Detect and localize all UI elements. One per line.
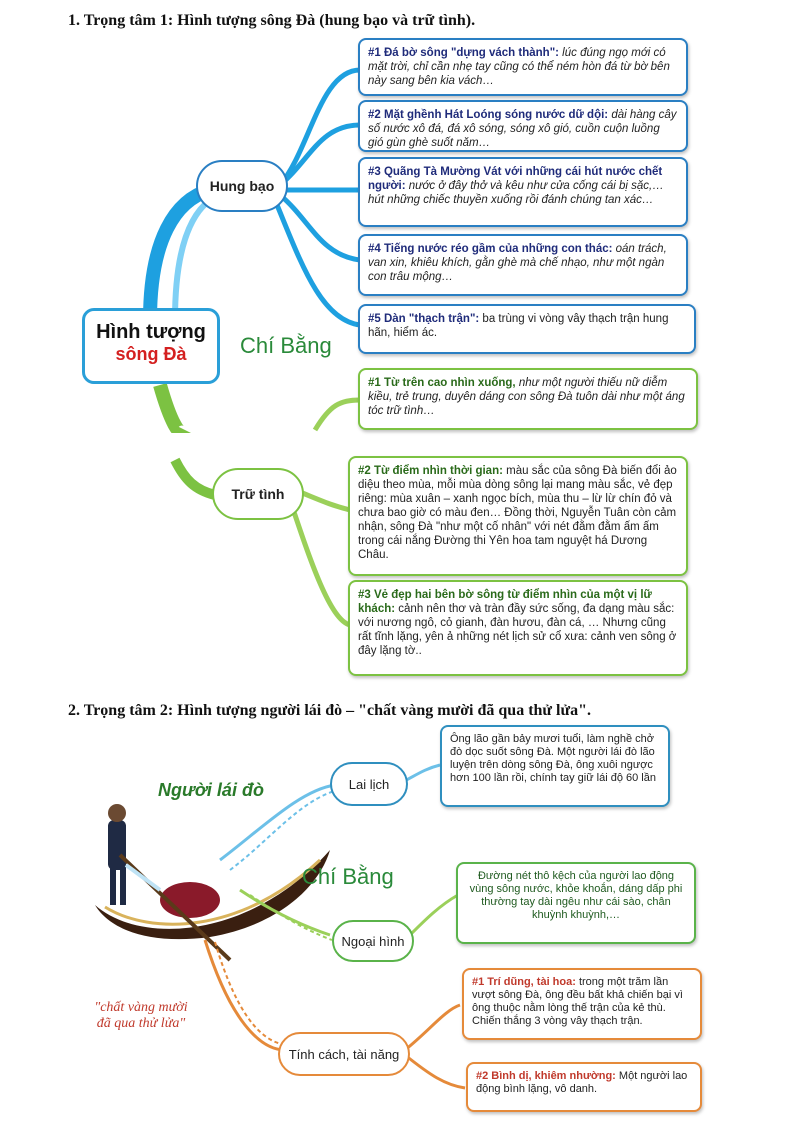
item-title: #3 Vẻ đẹp hai bên bờ sông từ điểm nhìn của một vị lữ khách: <box>358 589 652 615</box>
hung-bao-label: Hung bạo <box>209 178 275 194</box>
tru-tinh-item-1 <box>358 368 698 430</box>
item-text: trong một trăm lần vượt sông Đà, ông đều bất khả chiến bại vì ông thuộc nằm lòng thế trận của kẻ thù. Chiến thắng 3 vòng vây thạch trận. <box>472 976 683 1027</box>
item-text: lúc đúng ngọ mới có mặt trời, chỉ cần nhẹ tay cũng có thể ném hòn đá từ bờ bên này sang bên kia vách… <box>368 47 670 87</box>
item-title: #1 Đá bờ sông "dựng vách thành": <box>368 47 559 59</box>
item-text: như một người thiếu nữ diễm kiều, trẻ trung, duyên dáng con sông Đà tuôn dài như một áng tóc trữ tình… <box>368 377 685 417</box>
item-text: oán trách, van xin, khiêu khích, gằn ghè mà chế nhạo, như một ngàn con trâu mộng… <box>368 243 667 283</box>
quote-line-2: đã qua thử lửa" <box>96 1016 186 1031</box>
hung-bao-item-5 <box>358 304 696 354</box>
item-text: cảnh nên thơ và tràn đầy sức sống, đa dạng màu sắc: với nương ngô, cỏ gianh, đàn hươu, đàn cá, … Nhưng cũng rất tĩnh lặng, yên ả những nét lịch sử cổ xưa: cảnh ven sông ở đây lặng tờ.. <box>358 603 677 657</box>
watermark-2: Chí Bằng <box>302 864 394 889</box>
center-node <box>82 308 220 384</box>
section-1-heading: 1. Trọng tâm 1: Hình tượng sông Đà (hung bạo và trữ tình). <box>68 12 476 29</box>
tru-tinh-label: Trữ tình <box>231 486 285 502</box>
tinh-cach-label: Tính cách, tài năng <box>288 1046 400 1062</box>
hung-bao-item-3 <box>358 157 688 227</box>
hung-bao-node <box>196 160 288 212</box>
item-text: dài hàng cây số nước xô đá, đá xô sóng, sóng xô gió, cuồn cuộn luồng gió gùn ghè suốt năm… <box>368 109 677 149</box>
item-title: #4 Tiếng nước réo gầm của những con thác: <box>368 243 613 255</box>
item-title: #5 Dàn "thạch trận": <box>368 313 480 325</box>
hung-bao-item-4 <box>358 234 688 296</box>
ngoai-hinh-text: Đường nét thô kệch của người lao động vùng sông nước, khỏe khoắn, dáng dấp phi thường tay dài ngêu như cái sào, chân khuỳnh khuỳnh,… <box>469 870 683 921</box>
ngoai-hinh-box <box>456 862 696 944</box>
tru-tinh-item-2 <box>348 456 688 576</box>
item-title: #2 Mặt ghềnh Hát Loóng sóng nước dữ dội: <box>368 109 609 121</box>
tru-tinh-item-3 <box>348 580 688 676</box>
lai-lich-box <box>440 725 670 807</box>
tinh-cach-node <box>278 1032 410 1076</box>
item-text: Một người lao động bình lặng, vô danh. <box>476 1070 688 1095</box>
ngoai-hinh-node <box>332 920 414 962</box>
item-text: màu sắc của sông Đà biến đổi ảo diệu theo mùa, mỗi mùa dòng sông lại mang màu sắc, vẻ đẹp riêng: mùa xuân – xanh ngọc bích, mùa thu – lừ lừ chín đỏ và chưa bao giờ có màu đen… Đồng thời, Nguyễn Tuân còn cảm nhận, sông Đà "như một cố nhân" với nét đằm đằm ấm ấm trong cái nắng Đường thi Yên hoa tam nguyệt há Dương Châu. <box>358 465 677 561</box>
quote-box <box>76 1000 206 1032</box>
lai-lich-text: Ông lão gần bảy mươi tuổi, làm nghề chở đò dọc suốt sông Đà. Một người lái đò lão luyện trên dòng sông Đà, ông xuôi ngược hơn 100 lần rồi, chính tay giữ lái độ 60 lần <box>450 733 656 784</box>
hung-bao-item-2 <box>358 100 688 152</box>
item-title: #1 Từ trên cao nhìn xuống, <box>368 377 516 389</box>
section-2-heading: 2. Trọng tâm 2: Hình tượng người lái đò – "chất vàng mười đã qua thử lửa". <box>68 702 591 719</box>
quote-line-1: "chất vàng mười <box>94 1000 188 1015</box>
item-title: #1 Trí dũng, tài hoa: <box>472 976 576 988</box>
item-text: ba trùng vi vòng vây thạch trận hung hãn, hiểm ác. <box>368 313 669 339</box>
center-node-line2: sông Đà <box>115 344 187 364</box>
tru-tinh-node <box>212 468 304 520</box>
lai-lich-label: Lai lịch <box>348 776 390 792</box>
tinh-cach-item-1 <box>462 968 702 1040</box>
hung-bao-item-1 <box>358 38 688 96</box>
lai-lich-node <box>330 762 408 806</box>
ngoai-hinh-label: Ngoại hình <box>341 933 405 949</box>
tinh-cach-item-2 <box>466 1062 702 1112</box>
item-title: #2 Từ điểm nhìn thời gian: <box>358 465 503 477</box>
item-title: #2 Bình dị, khiêm nhường: <box>476 1070 616 1082</box>
item-title: #3 Quãng Tà Mường Vát với những cái hút nước chết người: <box>368 166 663 192</box>
watermark-1: Chí Bằng <box>240 333 332 358</box>
center-node-line1: Hình tượng <box>96 321 206 343</box>
nguoi-lai-do-title: Người lái đò <box>158 780 264 800</box>
item-text: nước ở đây thở và kêu như cửa cống cái bị sặc,…hút những chiếc thuyền xuống rồi đánh chúng tan xác… <box>368 180 664 206</box>
